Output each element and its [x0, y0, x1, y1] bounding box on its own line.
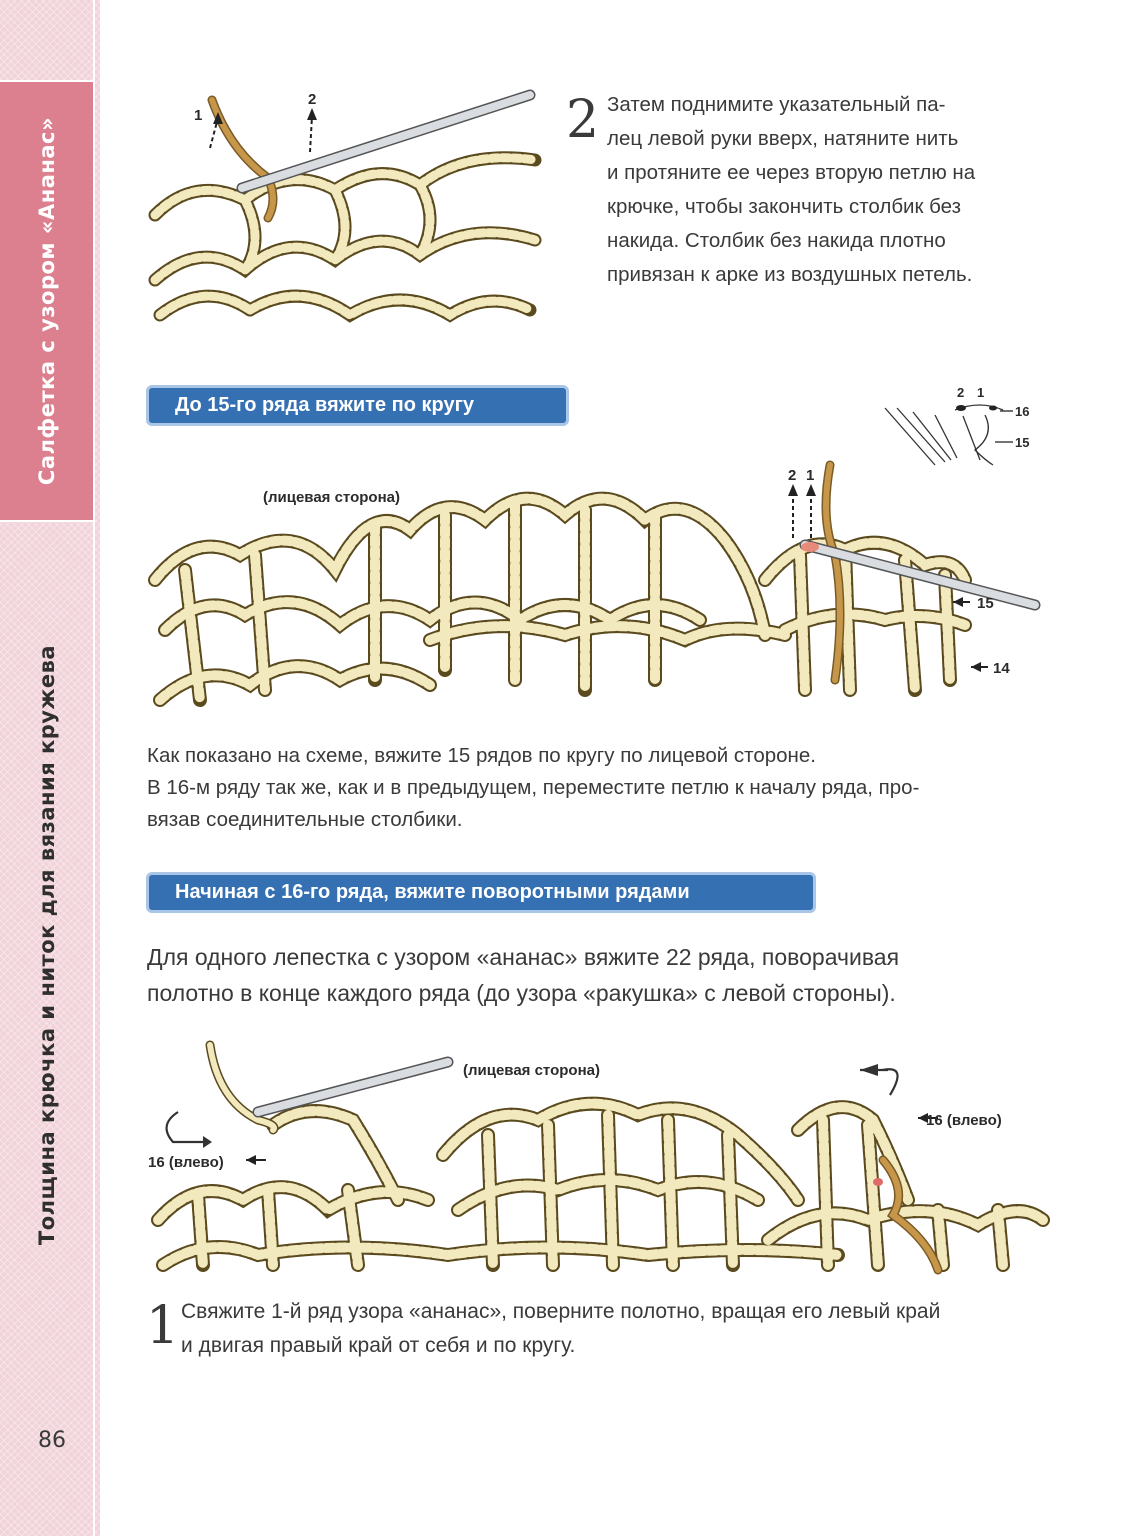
figure-round-rows-illustration [145, 380, 1075, 725]
section-label-active: Салфетка с узором «Ананас» [35, 116, 59, 486]
fig3-right-row-label: 16 (влево) [926, 1112, 1002, 1129]
step1-text [181, 1295, 1061, 1363]
fig2-arrow-label-2: 2 [788, 467, 797, 484]
step-number-1: 1 [146, 1296, 180, 1356]
fig3-left-row-label: 16 (влево) [148, 1154, 224, 1171]
step2-line: накида. Столбик без накида плотно [607, 229, 946, 252]
paragraph-line: Для одного лепестка с узором «ананас» вяжите 22 ряда, поворачивая [147, 944, 900, 970]
fig1-arrow1-label: 1 [194, 107, 203, 124]
margin-rule [93, 0, 95, 1536]
fig3-caption: (лицевая сторона) [463, 1062, 600, 1079]
section-label-inactive: Толщина крючка и ниток для вязания кружева [35, 644, 59, 1246]
section-heading-2 [146, 872, 816, 913]
page-number: 86 [38, 1428, 66, 1453]
step2-line: лец левой руки вверх, натяните нить [607, 127, 959, 150]
step2-text [607, 88, 1077, 292]
step2-line: крючке, чтобы закончить столбик без [607, 195, 962, 218]
paragraph-line: полотно в конце каждого ряда (до узора «ракушка» с левой стороны). [147, 980, 896, 1006]
figure-turning-rows-illustration [148, 1040, 1043, 1280]
paragraph-turning-rows [147, 939, 1047, 1011]
step2-line: привязан к арке из воздушных петель. [607, 263, 973, 286]
section-heading-1-text: До 15-го ряда вяжите по кругу [175, 394, 475, 416]
step-number-2: 2 [566, 90, 600, 150]
paragraph-line: В 16-м ряду так же, как и в предыдущем, переместите петлю к началу ряда, про- [147, 776, 920, 799]
margin-divider-middle [0, 520, 95, 522]
fig2-row-15-label: 15 [977, 595, 994, 612]
margin-divider-top [0, 80, 95, 82]
diagram-label-1: 1 [977, 385, 985, 400]
paragraph-line: Как показано на схеме, вяжите 15 рядов по кругу по лицевой стороне. [147, 744, 816, 767]
paragraph-line: вязав соединительные столбики. [147, 808, 463, 831]
paragraph-round-rows [147, 740, 1047, 836]
fig2-arrow-label-1: 1 [806, 467, 815, 484]
diagram-label-2: 2 [957, 385, 965, 400]
fig2-row-14-label: 14 [993, 660, 1010, 677]
fig2-caption: (лицевая сторона) [263, 489, 400, 506]
diagram-label-16: 16 [1015, 404, 1030, 419]
step2-line: Затем поднимите указательный па- [607, 93, 946, 116]
section-heading-2-text: Начиная с 16-го ряда, вяжите поворотными рядами [175, 881, 690, 903]
step1-line: и двигая правый край от себя и по кругу. [181, 1334, 576, 1357]
diagram-label-15: 15 [1015, 435, 1030, 450]
fig1-arrow2-label: 2 [308, 91, 317, 108]
step2-line: и протяните ее через вторую петлю на [607, 161, 976, 184]
figure-step2-illustration [150, 90, 540, 330]
step1-line: Свяжите 1-й ряд узора «ананас», поверните полотно, вращая его левый край [181, 1300, 941, 1323]
